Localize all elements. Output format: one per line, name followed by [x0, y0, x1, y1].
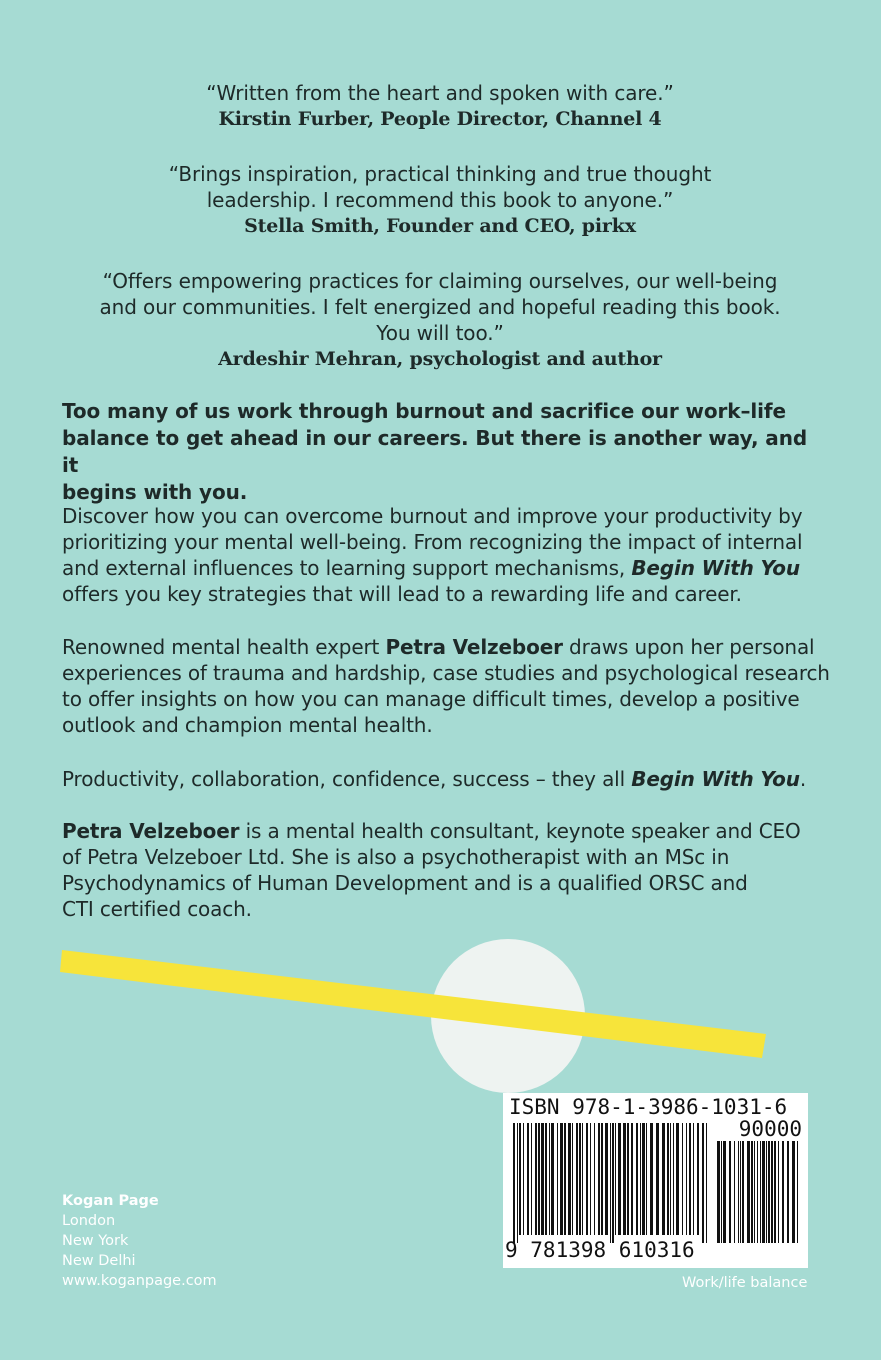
barcode-addon-bar: [751, 1141, 753, 1243]
barcode-addon-bar: [742, 1141, 744, 1243]
para-line: CTI certified coach.: [62, 897, 252, 921]
ean-digits: 9 781398 610316: [505, 1238, 695, 1262]
publisher-website[interactable]: www.koganpage.com: [62, 1273, 217, 1289]
barcode-bar: [702, 1123, 704, 1243]
barcode-bar: [686, 1123, 687, 1235]
quote-attribution: Kirstin Furber, People Director, Channel 4: [218, 108, 662, 130]
barcode-bar: [598, 1123, 600, 1235]
endorsement-quote-3: [60, 268, 820, 372]
quote-text-line: “Brings inspiration, practical thinking and true thought: [168, 162, 712, 186]
barcode-bar: [531, 1123, 532, 1235]
para-line: offers you key strategies that will lead to a rewarding life and career.: [62, 582, 742, 606]
endorsement-quote-1: [60, 80, 820, 132]
para-line: outlook and champion mental health.: [62, 713, 433, 737]
barcode-bar: [642, 1123, 645, 1235]
price-code: 90000: [738, 1117, 802, 1141]
barcode-addon-bar: [721, 1141, 722, 1243]
barcode-addon-bar: [792, 1141, 795, 1243]
lead-line: begins with you.: [62, 480, 248, 504]
barcode-bar: [519, 1123, 521, 1235]
barcode-bar: [535, 1123, 537, 1235]
barcode-addon-bar: [717, 1141, 720, 1243]
barcode-bar: [689, 1123, 691, 1235]
barcode-bar: [610, 1123, 611, 1243]
barcode-bar: [676, 1123, 679, 1235]
barcode-bar: [551, 1123, 554, 1235]
description-paragraph-1: [62, 503, 832, 607]
lead-line: Too many of us work through burnout and sacrifice our work–life: [62, 399, 786, 423]
barcode-bar: [572, 1123, 573, 1235]
barcode-bar: [667, 1123, 669, 1235]
barcode-addon-bar: [762, 1141, 765, 1243]
publisher-city: New Delhi: [62, 1253, 136, 1269]
barcode-bar: [636, 1123, 638, 1235]
barcode-bar: [576, 1123, 578, 1235]
barcode-bar: [557, 1123, 558, 1235]
barcode-bar: [615, 1123, 616, 1235]
barcode-bar: [673, 1123, 674, 1235]
para-text: Productivity, collaboration, confidence, success – they all: [62, 767, 632, 791]
decorative-graphic: [0, 910, 881, 1100]
para-line: to offer insights on how you can manage difficult times, develop a positive: [62, 687, 800, 711]
quote-text-line: leadership. I recommend this book to anyone.”: [206, 188, 674, 212]
barcode-bar: [513, 1123, 515, 1243]
barcode-bar: [560, 1123, 563, 1235]
barcode-bar: [517, 1123, 518, 1243]
para-line: of Petra Velzeboer Ltd. She is also a psychotherapist with an MSc in: [62, 845, 730, 869]
barcode-bar: [706, 1123, 707, 1243]
barcode-addon-bar: [734, 1141, 735, 1243]
quote-text-line: and our communities. I felt energized and hopeful reading this book.: [99, 295, 781, 319]
book-title: Begin With You: [631, 556, 800, 580]
para-line: [62, 818, 832, 844]
quote-text-line: “Offers empowering practices for claiming ourselves, our well-being: [102, 269, 778, 293]
barcode-bar: [594, 1123, 595, 1235]
barcode-bar: [618, 1123, 621, 1235]
book-title: Begin With You: [631, 767, 800, 791]
para-line: Psychodynamics of Human Development and is a qualified ORSC and: [62, 871, 748, 895]
barcode-addon-bar: [738, 1141, 739, 1243]
barcode-bar: [549, 1123, 550, 1235]
para-line: [62, 766, 832, 792]
barcode-bar: [662, 1123, 665, 1235]
publisher-city: London: [62, 1213, 116, 1229]
barcode-bar: [538, 1123, 540, 1235]
para-line: Discover how you can overcome burnout and improve your productivity by: [62, 504, 803, 528]
publisher-info: [62, 1191, 217, 1291]
barcode-addon-bar: [787, 1141, 789, 1243]
barcode-bar: [656, 1123, 659, 1235]
decorative-yellow-bar: [60, 950, 766, 1058]
barcode-addon-bar: [740, 1141, 741, 1243]
para-line: prioritizing your mental well-being. From recognizing the impact of internal: [62, 530, 803, 554]
barcode-bar: [693, 1123, 694, 1235]
barcode-bar: [646, 1123, 647, 1235]
barcode-bar: [631, 1123, 633, 1235]
barcode-addon-bar: [782, 1141, 784, 1243]
barcode-addon-bar: [778, 1141, 779, 1243]
barcode-bar: [568, 1123, 571, 1235]
barcode-bar: [586, 1123, 588, 1235]
para-line: [62, 634, 832, 660]
barcode-bar: [697, 1123, 699, 1235]
barcode-bar: [623, 1123, 626, 1235]
para-text: .: [799, 767, 807, 791]
barcode-bar: [605, 1123, 608, 1235]
barcode-bar: [670, 1123, 671, 1235]
barcode-bar: [579, 1123, 581, 1235]
description-paragraph-3: [62, 766, 832, 792]
para-text: Renowned mental health expert: [62, 635, 386, 659]
barcode-bar: [582, 1123, 583, 1235]
quote-attribution: Ardeshir Mehran, psychologist and author: [218, 348, 662, 370]
barcode-addon-bar: [774, 1141, 776, 1243]
lead-line: balance to get ahead in our careers. But there is another way, and it: [62, 426, 808, 477]
para-line: experiences of trauma and hardship, case studies and psychological research: [62, 661, 830, 685]
publisher-city: New York: [62, 1233, 129, 1249]
para-text: draws upon her personal: [562, 635, 815, 659]
barcode-addon-bar: [771, 1141, 773, 1243]
barcode-bar: [541, 1123, 544, 1235]
barcode-bar: [601, 1123, 603, 1235]
quote-attribution: Stella Smith, Founder and CEO, pirkx: [244, 215, 636, 237]
quote-text: “Written from the heart and spoken with care.”: [206, 81, 674, 105]
barcode-addon-bar: [757, 1141, 758, 1243]
barcode-addon-bar: [723, 1141, 726, 1243]
barcode-bar: [527, 1123, 529, 1235]
barcode-addon-bar: [760, 1141, 761, 1243]
barcode-bar: [612, 1123, 614, 1243]
isbn-barcode: [503, 1093, 808, 1268]
barcode-bar: [545, 1123, 547, 1235]
para-text: is a mental health consultant, keynote speaker and CEO: [239, 819, 801, 843]
barcode-bar: [564, 1123, 566, 1235]
barcode-bar: [640, 1123, 641, 1235]
barcode-addon-bar: [768, 1141, 770, 1243]
barcode-bar: [590, 1123, 591, 1235]
quote-text-line: You will too.”: [376, 321, 504, 345]
para-line: [62, 555, 832, 581]
author-name: Petra Velzeboer: [62, 819, 240, 843]
author-bio: [62, 818, 832, 922]
barcode-bar: [650, 1123, 653, 1235]
barcode-bar: [627, 1123, 629, 1235]
barcode-addon-bar: [766, 1141, 767, 1243]
barcode-addon-bar: [797, 1141, 798, 1243]
barcode-addon-bar: [754, 1141, 755, 1243]
barcode-addon-bar: [729, 1141, 731, 1243]
para-text: and external influences to learning support mechanisms,: [62, 556, 632, 580]
barcode-bar: [682, 1123, 683, 1235]
barcode-addon-bar: [747, 1141, 750, 1243]
book-category: Work/life balance: [682, 1275, 808, 1291]
lead-paragraph: [62, 398, 822, 506]
barcode-bar: [523, 1123, 524, 1235]
isbn-label: ISBN 978-1-3986-1031-6: [509, 1095, 788, 1119]
description-paragraph-2: [62, 634, 832, 738]
author-name: Petra Velzeboer: [385, 635, 563, 659]
publisher-name: Kogan Page: [62, 1193, 159, 1209]
endorsement-quote-2: [60, 161, 820, 239]
